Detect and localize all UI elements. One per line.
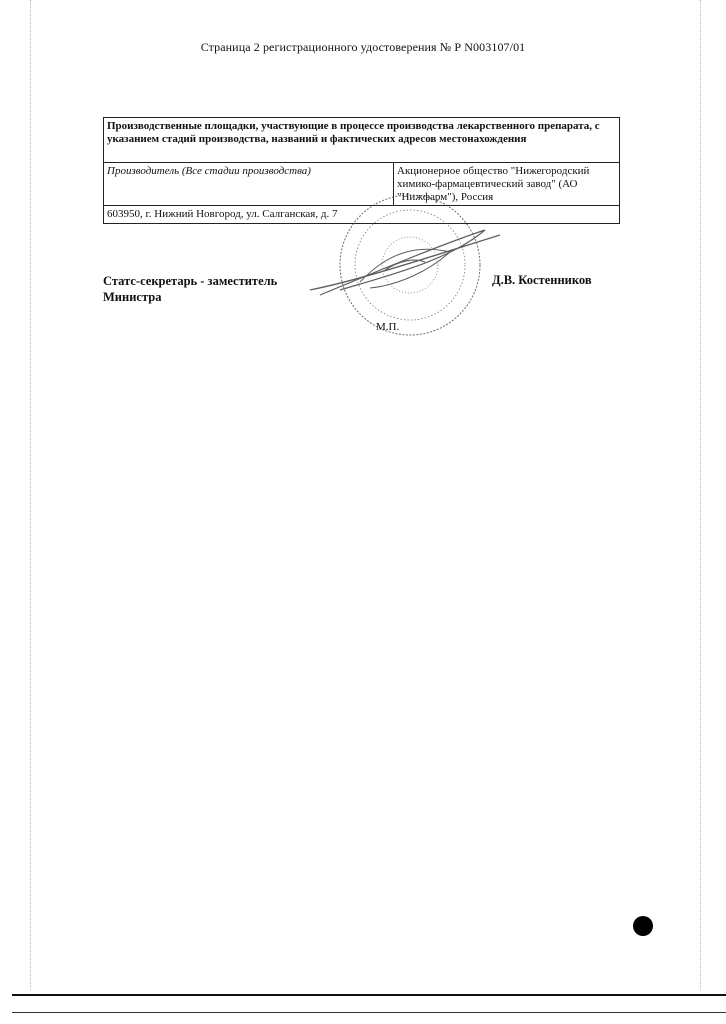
signatory-position-line2: Министра bbox=[103, 290, 162, 304]
page-title: Страница 2 регистрационного удостоверения № Р N003107/01 bbox=[200, 40, 526, 54]
bottom-border-line-secondary bbox=[12, 1012, 726, 1013]
punch-hole-mark bbox=[633, 916, 653, 936]
manufacturer-role-cell: Производитель (Все стадии производства) bbox=[104, 163, 394, 206]
signatory-position bbox=[103, 273, 277, 305]
table-header-row bbox=[104, 118, 620, 163]
table-header-cell: Производственные площадки, участвующие в процессе производства лекарственного препарата, с указанием стадий производства, названий и фактических адресов местонахождения bbox=[104, 118, 620, 163]
manufacturer-company-cell: Акционерное общество "Нижегородский химико-фармацевтический завод" (АО "Нижфарм"), Россия bbox=[394, 163, 620, 206]
official-seal-stamp bbox=[300, 190, 510, 350]
scan-edge-left bbox=[30, 0, 32, 990]
stamp-label: М.П. bbox=[376, 321, 400, 333]
manufacturer-address-cell: 603950, г. Нижний Новгород, ул. Салганская, д. 7 bbox=[104, 206, 620, 224]
signatory-position-line1: Статс-секретарь - заместитель bbox=[103, 274, 278, 288]
signatory-name: Д.В. Костенников bbox=[492, 273, 592, 287]
bottom-border-line bbox=[12, 994, 726, 996]
scan-edge-right bbox=[700, 0, 702, 990]
